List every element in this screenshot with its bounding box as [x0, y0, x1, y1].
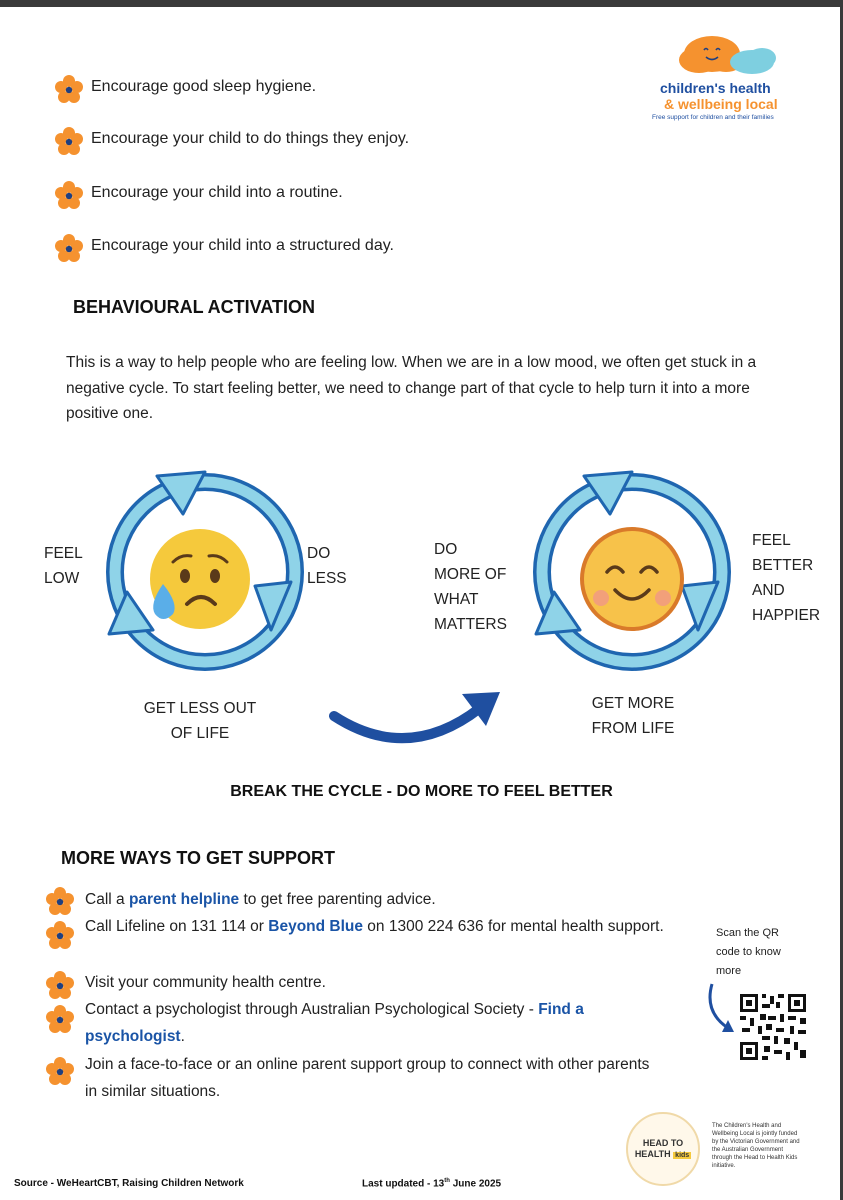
label-do-more: DO MORE OF WHAT MATTERS: [434, 541, 507, 633]
funding-disclaimer: The Children's Health and Wellbeing Local is jointly funded by the Victorian Government and the Australian Government through the Head to Health Kids initiative.: [712, 1123, 800, 1169]
support-item: Call a parent helpline to get free parenting advice.: [85, 891, 436, 908]
sad-face-icon: [145, 524, 255, 634]
flower-bullet-icon: [45, 1004, 75, 1034]
label-do-less: DO LESS: [307, 545, 347, 587]
section-heading-support: MORE WAYS TO GET SUPPORT: [61, 848, 336, 868]
qr-caption: Scan the QR code to know more: [716, 927, 781, 977]
head-to-health-badge: HEAD TO HEALTH kids: [626, 1112, 700, 1186]
tip-item: Encourage your child to do things they enjoy.: [91, 130, 410, 147]
flower-bullet-icon: [45, 1056, 75, 1086]
flower-bullet-icon: [54, 180, 84, 210]
flower-bullet-icon: [54, 74, 84, 104]
logo-line-2: & wellbeing local: [664, 96, 778, 112]
support-item: Contact a psychologist through Australian Psychological Society - Find a psychologist.: [85, 1001, 584, 1045]
tip-item: Encourage your child into a structured day.: [91, 237, 394, 254]
happy-face-icon: [577, 524, 687, 634]
label-get-less: GET LESS OUT OF LIFE: [143, 700, 257, 742]
tip-item: Encourage good sleep hygiene.: [91, 78, 317, 95]
label-feel-better: FEEL BETTER AND HAPPIER: [752, 532, 821, 624]
curved-arrow-icon: [702, 982, 738, 1038]
label-feel-low: FEEL LOW: [44, 545, 83, 587]
break-cycle-caption: BREAK THE CYCLE - DO MORE TO FEEL BETTER: [230, 783, 613, 800]
beyond-blue-link[interactable]: Beyond Blue: [268, 918, 363, 935]
footer-last-updated: Last updated - 13th June 2025: [362, 1178, 502, 1190]
logo-tagline: Free support for children and their families: [652, 114, 774, 121]
support-item: Call Lifeline on 131 114 or Beyond Blue on 1300 224 636 for mental health support.: [85, 918, 664, 935]
top-border: [0, 0, 843, 7]
cloud-logo-icon: [674, 30, 784, 80]
flower-bullet-icon: [45, 886, 75, 916]
label-get-more: GET MORE FROM LIFE: [591, 695, 675, 737]
find-a-psychologist-link[interactable]: Find a psychologist: [85, 1001, 584, 1045]
logo-line-1: children's health: [660, 80, 771, 96]
flower-bullet-icon: [54, 233, 84, 263]
transition-arrow-icon: [328, 686, 508, 756]
parent-helpline-link[interactable]: parent helpline: [128, 891, 240, 908]
flower-bullet-icon: [45, 970, 75, 1000]
tip-item: Encourage your child into a routine.: [91, 184, 343, 201]
section-heading-behavioural: BEHAVIOURAL ACTIVATION: [73, 297, 315, 317]
support-item: Join a face-to-face or an online parent support group to connect with other parents in similar situations.: [85, 1056, 650, 1100]
behavioural-paragraph: This is a way to help people who are feeling low. When we are in a low mood, we often get stuck in a negative cycle. To start feeling better, we need to change part of that cycle to help turn it into a more positive one.: [66, 354, 757, 422]
flower-bullet-icon: [54, 126, 84, 156]
flower-bullet-icon: [45, 920, 75, 950]
qr-code[interactable]: [738, 992, 808, 1062]
support-item: Visit your community health centre.: [85, 974, 326, 991]
footer-source: Source - WeHeartCBT, Raising Children Network: [14, 1178, 244, 1189]
logo: [648, 30, 808, 125]
